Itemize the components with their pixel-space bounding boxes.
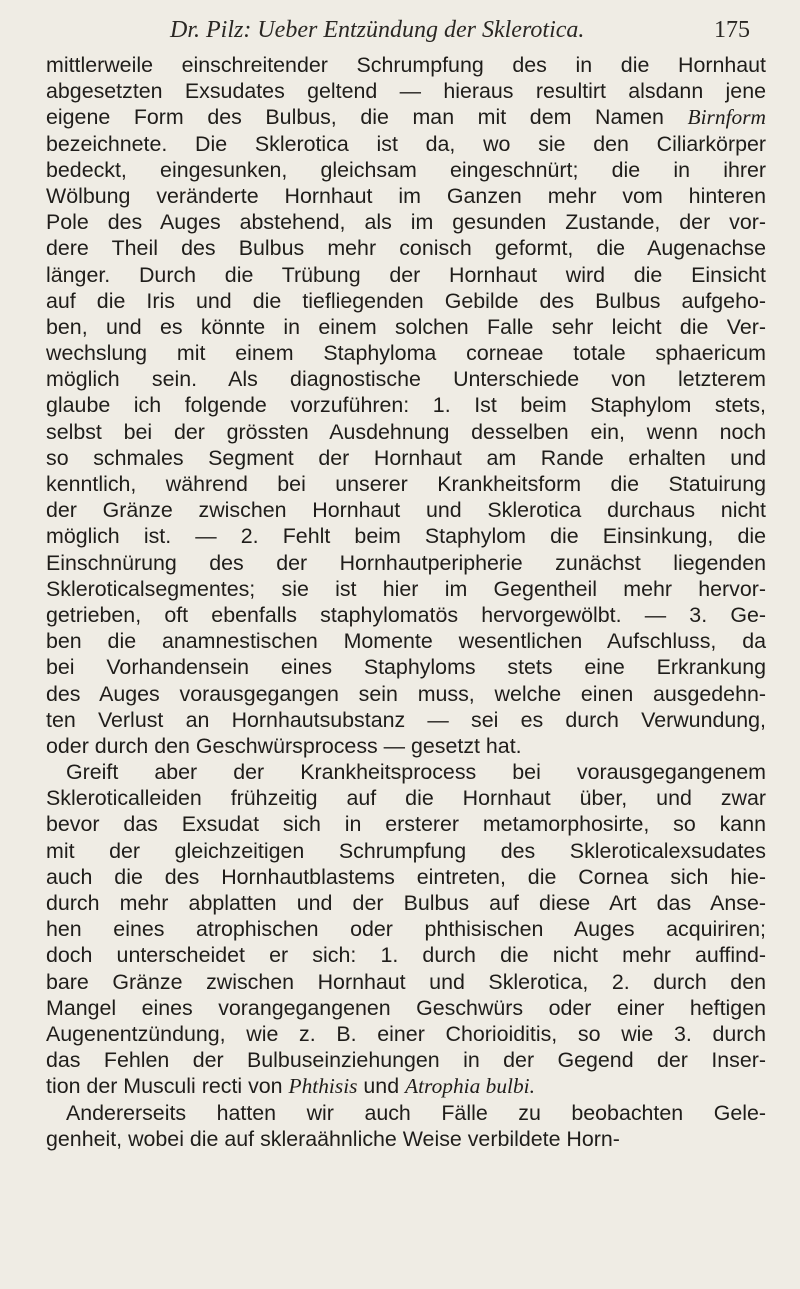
text-line: dere Theil des Bulbus mehr conisch geformt, die Augenachse: [46, 236, 766, 261]
text-line: des Auges vorausgegangen sein muss, welche einen ausgedehn-: [46, 681, 766, 706]
text-line: das Fehlen der Bulbuseinziehungen in der Gegend der Inser-: [46, 1048, 766, 1073]
running-head-title: Dr. Pilz: Ueber Entzündung der Sklerotica.: [170, 17, 585, 43]
text-line: getrieben, oft ebenfalls staphylomatös hervorgewölbt. — 3. Ge-: [46, 602, 766, 627]
text-line: bare Gränze zwischen Hornhaut und Sklerotica, 2. durch den: [46, 969, 766, 994]
text-line: mit der gleichzeitigen Schrumpfung des Skleroticalexsudates: [46, 838, 766, 863]
text-line: Andererseits hatten wir auch Fälle zu beobachten Gele-: [66, 1100, 766, 1125]
text-line: ben, und es könnte in einem solchen Falle sehr leicht die Ver-: [46, 314, 766, 339]
text-line: abgesetzten Exsudates geltend — hieraus resultirt alsdann jene: [46, 79, 766, 104]
italic-term: Birnform: [687, 105, 766, 130]
body-text: [46, 52, 766, 1152]
text-line: [46, 104, 766, 130]
text-line: auch die des Hornhautblastems eintreten, die Cornea sich hie-: [46, 864, 766, 889]
text-line: der Gränze zwischen Hornhaut und Sklerotica durchaus nicht: [46, 498, 766, 523]
paragraph: [46, 759, 766, 1099]
text-line: möglich sein. Als diagnostische Unterschiede von letzterem: [46, 367, 766, 392]
text-line: Skleroticalleiden frühzeitig auf die Hornhaut über, und zwar: [46, 786, 766, 811]
text-segment: eigene Form des Bulbus, die man mit dem Namen: [46, 105, 688, 130]
text-line: bei Vorhandensein eines Staphyloms stets eine Erkrankung: [46, 655, 766, 680]
paragraph: [46, 52, 766, 759]
text-line: Augenentzündung, wie z. B. einer Chorioiditis, so wie 3. durch: [46, 1021, 766, 1046]
text-line: selbst bei der grössten Ausdehnung desselben ein, wenn noch: [46, 419, 766, 444]
text-line: wechslung mit einem Staphyloma corneae totale sphaericum: [46, 341, 766, 366]
text-line: Pole des Auges abstehend, als im gesunden Zustande, der vor-: [46, 210, 766, 235]
text-line: ten Verlust an Hornhautsubstanz — sei es durch Verwundung,: [46, 707, 766, 732]
text-line: mittlerweile einschreitender Schrumpfung des in die Hornhaut: [46, 53, 766, 77]
text-line: Mangel eines vorangegangenen Geschwürs oder einer heftigen: [46, 995, 766, 1020]
text-line: möglich ist. — 2. Fehlt beim Staphylom die Einsinkung, die: [46, 524, 766, 549]
text-segment: und: [357, 1074, 406, 1099]
text-line: kenntlich, während bei unserer Krankheitsform die Statuirung: [46, 472, 766, 496]
text-line: Einschnürung des der Hornhautperipherie zunächst liegenden: [46, 550, 766, 575]
text-line: doch unterscheidet er sich: 1. durch die nicht mehr auffind-: [46, 943, 766, 968]
italic-term: Phthisis: [288, 1074, 358, 1099]
text-line: bezeichnete. Die Sklerotica ist da, wo sie den Ciliarkörper: [46, 131, 766, 156]
text-line: so schmales Segment der Hornhaut am Rande erhalten und: [46, 445, 766, 470]
text-line: genheit, wobei die auf skleraähnliche Weise verbildete Horn-: [46, 1126, 620, 1151]
text-line: hen eines atrophischen oder phthisischen Auges acquiriren;: [46, 917, 766, 942]
text-line: Wölbung veränderte Hornhaut im Ganzen mehr vom hinteren: [46, 183, 766, 208]
text-line: auf die Iris und die tiefliegenden Gebilde des Bulbus aufgeho-: [46, 288, 766, 313]
italic-term: Atrophia bulbi.: [405, 1074, 535, 1099]
text-segment: tion der Musculi recti von: [46, 1074, 289, 1099]
text-line: bedeckt, eingesunken, gleichsam eingeschnürt; die in ihrer: [46, 157, 766, 182]
text-line: glaube ich folgende vorzuführen: 1. Ist beim Staphylom stets,: [46, 393, 766, 418]
text-line: bevor das Exsudat sich in ersterer metamorphosirte, so kann: [46, 812, 766, 837]
text-line: [46, 1073, 766, 1099]
text-line: ben die anamnestischen Momente wesentlichen Aufschluss, da: [46, 629, 766, 654]
page-number: 175: [714, 17, 750, 43]
paragraph: [46, 1100, 766, 1152]
text-line: Skleroticalsegmentes; sie ist hier im Gegentheil mehr hervor-: [46, 576, 766, 601]
text-line: durch mehr abplatten und der Bulbus auf diese Art das Anse-: [46, 891, 766, 915]
text-line: oder durch den Geschwürsprocess — gesetzt hat.: [46, 733, 522, 758]
text-line: länger. Durch die Trübung der Hornhaut wird die Einsicht: [46, 262, 766, 287]
running-head: [60, 10, 750, 50]
text-line: Greift aber der Krankheitsprocess bei vorausgegangenem: [66, 760, 766, 785]
